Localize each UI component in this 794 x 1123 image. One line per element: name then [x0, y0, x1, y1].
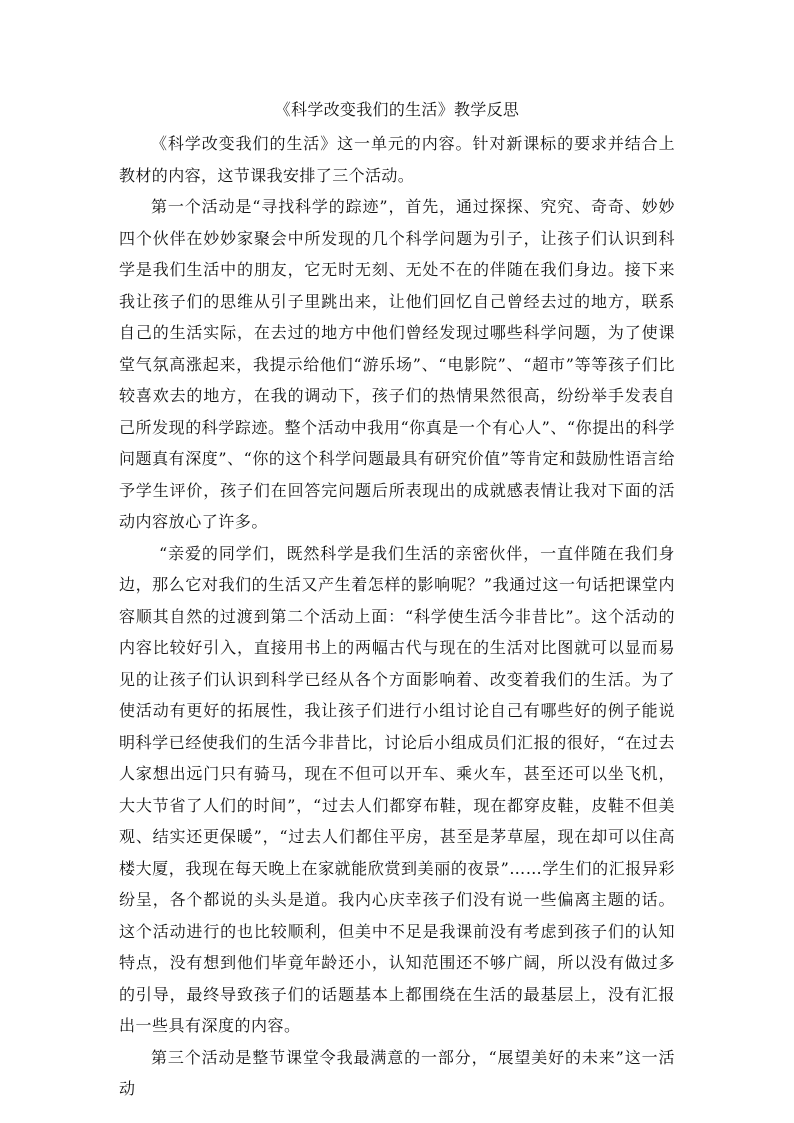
paragraph-activity-two: “亲爱的同学们，既然科学是我们生活的亲密伙伴，一直伴随在我们身边，那么它对我们的生活又产生着怎样的影响呢？”我通过这一句话把课堂内容顺其自然的过渡到第二个活动上面：“科学使生活今非昔比”。这个活动的内容比较好引入，直接用书上的两幅古代与现在的生活对比图就可以显而易见的让孩子们认识到科学已经从各个方面影响着、改变着我们的生活。为了使活动有更好的拓展性，我让孩子们进行小组讨论自己有哪些好的例子能说明科学已经使我们的生活今非昔比，讨论后小组成员们汇报的很好，“在过去人家想出远门只有骑马，现在不但可以开车、乘火车，甚至还可以坐飞机，大大节省了人们的时间”，“过去人们都穿布鞋，现在都穿皮鞋，皮鞋不但美观、结实还更保暖”，“过去人们都住平房，甚至是茅草屋，现在却可以住高楼大厦，我现在每天晚上在家就能欣赏到美丽的夜景”……学生们的汇报异彩纷呈，各个都说的头头是道。我内心庆幸孩子们没有说一些偏离主题的话。这个活动进行的也比较顺利，但美中不足是我课前没有考虑到孩子们的认知特点，没有想到他们毕竟年龄还小，认知范围还不够广阔，所以没有做过多的引导，最终导致孩子们的话题基本上都围绕在生活的最基层上，没有汇报出一些具有深度的内容。: [119, 543, 675, 1035]
paragraph-activity-one: 第一个活动是“寻找科学的踪迹”，首先，通过探探、究究、奇奇、妙妙四个伙伴在妙妙家聚会中所发现的几个科学问题为引子，让孩子们认识到科学是我们生活中的朋友，它无时无刻、无处不在的伴随在我们身边。接下来我让孩子们的思维从引子里跳出来，让他们回忆自己曾经去过的地方，联系自己的生活实际，在去过的地方中他们曾经发现过哪些科学问题，为了使课堂气氛高涨起来，我提示给他们“游乐场”、“电影院”、“超市”等等孩子们比较喜欢去的地方，在我的调动下，孩子们的热情果然很高，纷纷举手发表自己所发现的科学踪迹。整个活动中我用“你真是一个有心人”、“你提出的科学问题真有深度”、“你的这个科学问题最具有研究价值”等肯定和鼓励性语言给予学生评价，孩子们在回答完问题后所表现出的成就感表情让我对下面的活动内容放心了许多。: [119, 197, 675, 531]
paragraph-activity-three: 第三个活动是整节课堂令我最满意的一部分，“展望美好的未来”这一活动: [119, 1047, 675, 1098]
document-body: [119, 128, 675, 1105]
paragraph-intro: 《科学改变我们的生活》这一单元的内容。针对新课标的要求并结合上教材的内容，这节课我安排了三个活动。: [119, 134, 675, 185]
document-title: 《科学改变我们的生活》教学反思: [274, 100, 520, 119]
